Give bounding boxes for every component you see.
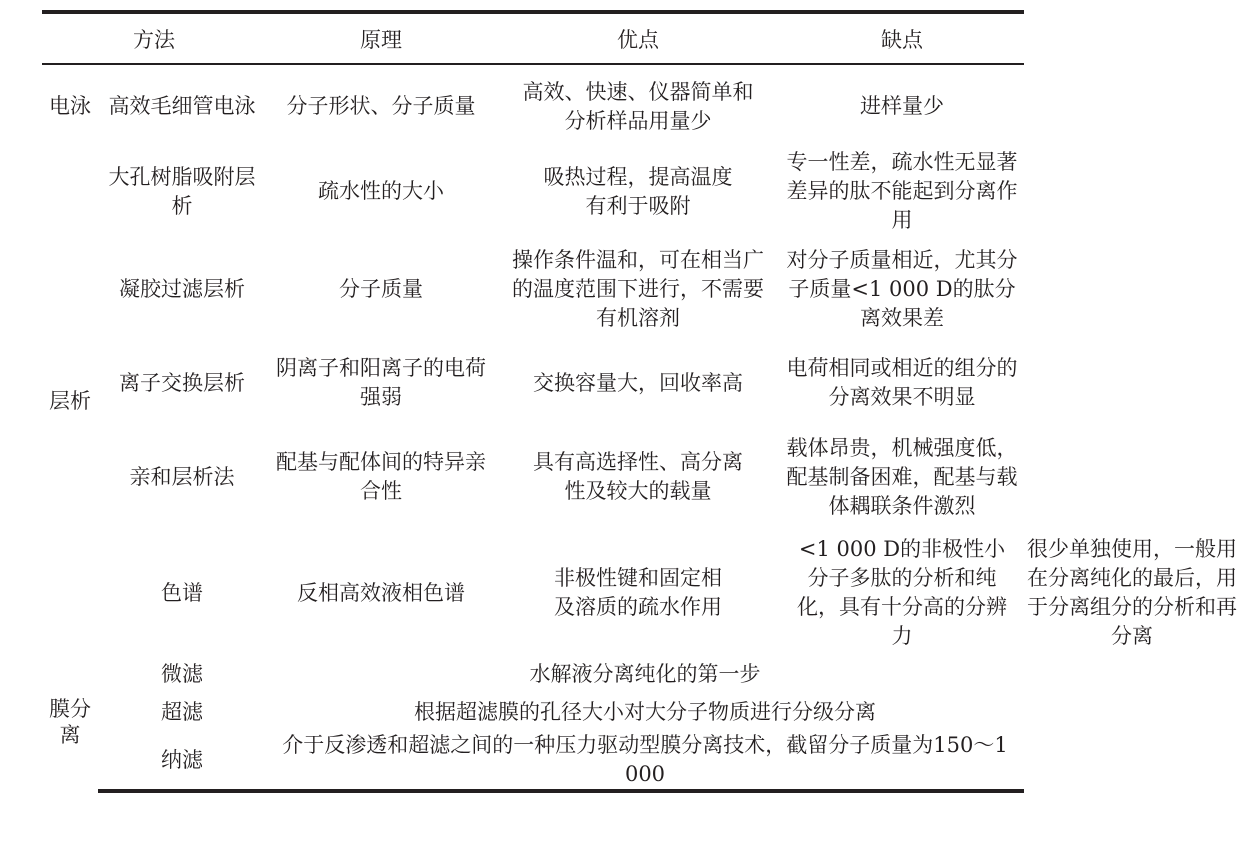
table-row — [42, 693, 1024, 731]
method-cell: 反相高效液相色谱 — [297, 580, 465, 605]
table-row — [42, 423, 1024, 531]
principle-cell: 配基与配体间的特异亲合性 — [276, 450, 486, 503]
method-cell: 纳滤 — [98, 731, 266, 791]
table-row — [42, 731, 1024, 791]
method-cell: 高效毛细管电泳 — [108, 94, 256, 118]
advantage-cell: 高效、快速、仪器简单和分析样品用量少 — [522, 79, 754, 133]
advantage-cell: 吸热过程，提高温度有利于吸附 — [543, 164, 733, 218]
table-row — [42, 655, 1024, 693]
table-row — [42, 343, 1024, 423]
principle-cell: 阴离子和阳离子的电荷强弱 — [276, 356, 486, 409]
disadvantage-cell: 电荷相同或相近的组分的分离效果不明显 — [786, 356, 1018, 409]
disadvantage-cell: 载体昂贵，机械强度低，配基制备困难，配基与载体耦联条件激烈 — [786, 435, 1018, 518]
category-electrophoresis: 电泳 — [49, 94, 91, 118]
table-row — [42, 235, 1024, 343]
comparison-table-container — [42, 10, 1237, 793]
principle-cell: 疏水性的大小 — [318, 179, 444, 203]
principle-cell: 非极性键和固定相及溶质的疏水作用 — [554, 566, 722, 619]
header-principle: 原理 — [266, 12, 496, 64]
category-hplc: 色谱 — [161, 580, 203, 605]
principle-cell: 分子质量 — [339, 276, 423, 301]
description-cell: 水解液分离纯化的第一步 — [529, 661, 761, 686]
description-cell: 根据超滤膜的孔径大小对大分子物质进行分级分离 — [414, 699, 876, 724]
table-row: 色谱 反相高效液相色谱 非极性键和固定相及溶质的疏水作用 <1 000 D的非极性小分子多肽的分析和纯化，具有十分高的分辨力 很少单独使用，一般用在分离纯化的最后，用于分离组分的分析和再分离 — [42, 531, 1024, 655]
method-cell: 大孔树脂吸附层析 — [108, 164, 256, 218]
header-row — [42, 12, 1024, 64]
category-chromatography: 层析 — [49, 389, 91, 413]
header-method: 方法 — [42, 12, 266, 64]
table-row — [42, 148, 1024, 235]
description-cell: 介于反渗透和超滤之间的一种压力驱动型膜分离技术，截留分子质量为150～1 000 — [266, 731, 1024, 791]
method-cell: 微滤 — [161, 661, 203, 686]
disadvantage-cell: 进样量少 — [860, 94, 944, 118]
header-advantage: 优点 — [496, 12, 780, 64]
method-cell: 凝胶过滤层析 — [119, 276, 245, 301]
advantage-cell: 具有高选择性、高分离性及较大的载量 — [533, 450, 743, 503]
advantage-cell: 交换容量大，回收率高 — [533, 370, 743, 395]
method-cell: 超滤 — [161, 699, 203, 724]
advantage-cell: 操作条件温和，可在相当广的温度范围下进行，不需要有机溶剂 — [512, 247, 764, 330]
method-cell: 亲和层析法 — [129, 464, 235, 489]
separation-methods-table — [42, 10, 1237, 793]
disadvantage-cell: 对分子质量相近，尤其分子质量<1 000 D的肽分离效果差 — [786, 247, 1018, 330]
advantage-cell: <1 000 D的非极性小分子多肽的分析和纯化，具有十分高的分辨力 — [797, 537, 1007, 648]
header-disadvantage: 缺点 — [780, 12, 1024, 64]
principle-cell: 分子形状、分子质量 — [286, 94, 476, 118]
method-cell: 离子交换层析 — [119, 370, 245, 395]
disadvantage-cell: 专一性差，疏水性无显著差异的肽不能起到分离作用 — [786, 150, 1018, 232]
category-membrane: 膜分离 — [49, 697, 91, 747]
table-row — [42, 64, 1024, 148]
